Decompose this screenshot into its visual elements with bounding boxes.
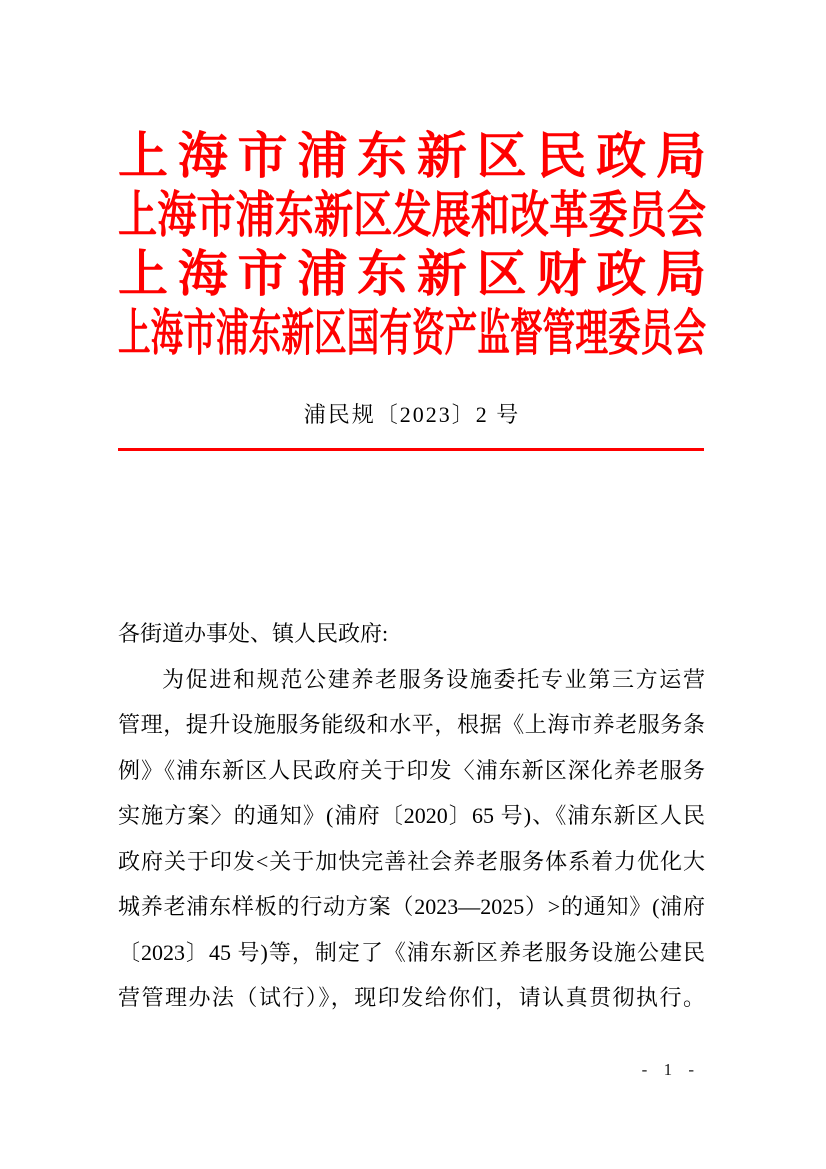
body-line: 实施方案〉的通知》(浦府〔2020〕65 号)、《浦东新区人民 — [118, 803, 705, 828]
issuer-line-4 — [118, 304, 706, 363]
body-line: 营管理办法（试行）》，现印发给你们，请认真贯彻执行。 — [118, 985, 705, 1010]
issuer-line-1: 上海市浦东新区民政局 — [118, 128, 706, 184]
body-line: 〔2023〕45 号)等，制定了《浦东新区养老服务设施公建民 — [118, 939, 705, 965]
body-line: 例》《浦东新区人民政府关于印发〈浦东新区深化养老服务 — [118, 757, 705, 783]
red-divider-rule — [118, 448, 704, 451]
document-letterhead — [118, 127, 706, 363]
document-number: 浦民规〔2023〕2 号 — [303, 402, 521, 427]
issuer-line-2-text: 上海市浦东新区发展和改革委员会 — [118, 187, 706, 243]
page-number: - 1 - — [641, 1060, 700, 1079]
issuer-line-2 — [118, 186, 706, 245]
salutation-line: 各街道办事处、镇人民政府: — [118, 621, 389, 646]
body-line: 城养老浦东样板的行动方案（2023—2025）>的通知》(浦府 — [118, 894, 705, 919]
issuer-line-3: 上海市浦东新区财政局 — [118, 246, 706, 302]
document-body — [118, 611, 705, 1021]
body-line: 政府关于印发<关于加快完善社会养老服务体系着力优化大 — [118, 848, 705, 874]
body-line: 为促进和规范公建养老服务设施委托专业第三方运营 — [162, 666, 705, 692]
body-line: 管理，提升设施服务能级和水平，根据《上海市养老服务条 — [118, 712, 705, 737]
issuer-line-4-text: 上海市浦东新区国有资产监督管理委员会 — [118, 305, 706, 361]
